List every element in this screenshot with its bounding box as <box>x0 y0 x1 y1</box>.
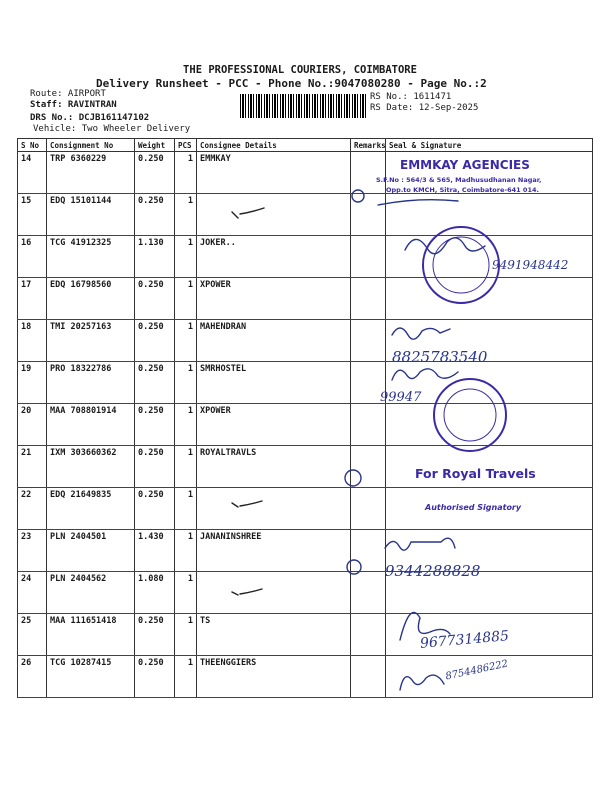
drs-number: DRS No.: DCJB161147102 <box>30 113 150 123</box>
cell-sno: 18 <box>18 320 47 362</box>
col-remarks: Remarks <box>351 139 386 152</box>
cell-weight: 1.430 <box>135 530 175 572</box>
cell-weight: 0.250 <box>135 194 175 236</box>
cell-pcs: 1 <box>175 152 197 194</box>
table-row <box>18 614 593 656</box>
cell-pcs: 1 <box>175 530 197 572</box>
table-row <box>18 194 593 236</box>
handwritten-phone-row18: 8825783540 <box>392 348 488 366</box>
cell-consignee: ROYALTRAVLS <box>197 446 351 488</box>
emmkay-stamp-address1: S.F.No : 564/3 & 565, Madhusudhanan Nagar, <box>376 176 542 184</box>
cell-sno: 26 <box>18 656 47 698</box>
table-row <box>18 530 593 572</box>
cell-consignment: TRP 6360229 <box>47 152 135 194</box>
cell-seal <box>386 320 593 362</box>
cell-pcs: 1 <box>175 194 197 236</box>
cell-weight: 0.250 <box>135 404 175 446</box>
cell-seal <box>386 572 593 614</box>
cell-weight: 0.250 <box>135 152 175 194</box>
cell-sno: 23 <box>18 530 47 572</box>
cell-sno: 15 <box>18 194 47 236</box>
table-row <box>18 362 593 404</box>
cell-pcs: 1 <box>175 446 197 488</box>
cell-remarks <box>351 362 386 404</box>
cell-pcs: 1 <box>175 320 197 362</box>
cell-consignee <box>197 488 351 530</box>
cell-consignee: XPOWER <box>197 404 351 446</box>
table-row <box>18 656 593 698</box>
table-row <box>18 404 593 446</box>
cell-consignment: IXM 303660362 <box>47 446 135 488</box>
cell-seal <box>386 530 593 572</box>
cell-consignee: EMMKAY <box>197 152 351 194</box>
staff-label: Staff: RAVINTRAN <box>30 100 117 110</box>
cell-consignment: TCG 41912325 <box>47 236 135 278</box>
cell-remarks <box>351 488 386 530</box>
cell-pcs: 1 <box>175 488 197 530</box>
cell-consignment: EDQ 15101144 <box>47 194 135 236</box>
cell-consignment: PRO 18322786 <box>47 362 135 404</box>
handwritten-phone-row26: 8754486222 <box>444 658 510 683</box>
cell-remarks <box>351 320 386 362</box>
cell-pcs: 1 <box>175 278 197 320</box>
cell-remarks <box>351 236 386 278</box>
handwritten-phone-row23: 9344288828 <box>385 562 481 580</box>
cell-seal <box>386 194 593 236</box>
table-row <box>18 488 593 530</box>
handwritten-phone-row25: 9677314885 <box>419 628 510 652</box>
cell-sno: 24 <box>18 572 47 614</box>
cell-seal <box>386 362 593 404</box>
company-title: THE PROFESSIONAL COURIERS, COIMBATORE <box>183 64 417 76</box>
cell-pcs: 1 <box>175 614 197 656</box>
cell-consignee <box>197 194 351 236</box>
table-row <box>18 152 593 194</box>
col-seal: Seal & Signature <box>386 139 593 152</box>
cell-sno: 25 <box>18 614 47 656</box>
table-row <box>18 320 593 362</box>
table-body <box>18 152 593 698</box>
cell-consignment: MAA 708801914 <box>47 404 135 446</box>
cell-consignment: PLN 2404501 <box>47 530 135 572</box>
col-pcs: PCS <box>175 139 197 152</box>
cell-remarks <box>351 614 386 656</box>
rs-number: RS No.: 1611471 <box>370 92 452 102</box>
cell-sno: 16 <box>18 236 47 278</box>
cell-consignee: XPOWER <box>197 278 351 320</box>
cell-weight: 0.250 <box>135 278 175 320</box>
cell-pcs: 1 <box>175 236 197 278</box>
handwritten-phone-row20: 99947 <box>380 390 422 405</box>
cell-sno: 14 <box>18 152 47 194</box>
cell-pcs: 1 <box>175 404 197 446</box>
cell-consignment: EDQ 21649835 <box>47 488 135 530</box>
cell-consignee: JOKER.. <box>197 236 351 278</box>
cell-weight: 0.250 <box>135 488 175 530</box>
cell-consignee: TS <box>197 614 351 656</box>
cell-remarks <box>351 278 386 320</box>
table-row <box>18 572 593 614</box>
cell-weight: 0.250 <box>135 656 175 698</box>
table-row <box>18 446 593 488</box>
cell-consignment: EDQ 16798560 <box>47 278 135 320</box>
cell-seal <box>386 236 593 278</box>
col-sno: S No <box>18 139 47 152</box>
barcode <box>240 94 366 118</box>
cell-remarks <box>351 152 386 194</box>
table-row <box>18 278 593 320</box>
cell-sno: 20 <box>18 404 47 446</box>
table-row <box>18 236 593 278</box>
cell-sno: 21 <box>18 446 47 488</box>
cell-pcs: 1 <box>175 656 197 698</box>
col-weight: Weight <box>135 139 175 152</box>
cell-consignment: PLN 2404562 <box>47 572 135 614</box>
cell-sno: 17 <box>18 278 47 320</box>
cell-pcs: 1 <box>175 362 197 404</box>
cell-consignee: MAHENDRAN <box>197 320 351 362</box>
cell-remarks <box>351 572 386 614</box>
cell-consignment: TCG 10287415 <box>47 656 135 698</box>
cell-seal <box>386 446 593 488</box>
cell-consignee <box>197 572 351 614</box>
vehicle-label: Vehicle: Two Wheeler Delivery <box>33 124 191 134</box>
royal-travels-stamp: For Royal Travels <box>415 466 536 481</box>
cell-seal <box>386 404 593 446</box>
cell-remarks <box>351 194 386 236</box>
cell-seal <box>386 488 593 530</box>
handwritten-phone-row16: 9491948442 <box>492 258 569 272</box>
cell-pcs: 1 <box>175 572 197 614</box>
cell-seal <box>386 152 593 194</box>
cell-consignee: SMRHOSTEL <box>197 362 351 404</box>
col-consignee: Consignee Details <box>197 139 351 152</box>
authorised-signatory-stamp: Authorised Signatory <box>425 503 522 512</box>
cell-sno: 19 <box>18 362 47 404</box>
cell-weight: 0.250 <box>135 446 175 488</box>
route-label: Route: AIRPORT <box>30 89 106 99</box>
cell-seal <box>386 614 593 656</box>
cell-remarks <box>351 446 386 488</box>
cell-consignee: JANANINSHREE <box>197 530 351 572</box>
cell-remarks <box>351 404 386 446</box>
emmkay-stamp-name: EMMKAY AGENCIES <box>400 158 530 172</box>
cell-sno: 22 <box>18 488 47 530</box>
emmkay-stamp-address2: Opp.to KMCH, Sitra, Coimbatore-641 014. <box>386 186 539 194</box>
cell-seal <box>386 278 593 320</box>
runsheet-subtitle: Delivery Runsheet - PCC - Phone No.:9047080280 - Page No.:2 <box>96 77 487 90</box>
col-consignment: Consignment No <box>47 139 135 152</box>
cell-weight: 1.130 <box>135 236 175 278</box>
cell-consignee: THEENGGIERS <box>197 656 351 698</box>
cell-remarks <box>351 530 386 572</box>
cell-weight: 0.250 <box>135 614 175 656</box>
cell-weight: 0.250 <box>135 362 175 404</box>
runsheet-table <box>17 138 593 698</box>
cell-remarks <box>351 656 386 698</box>
cell-weight: 0.250 <box>135 320 175 362</box>
cell-weight: 1.080 <box>135 572 175 614</box>
rs-date: RS Date: 12-Sep-2025 <box>370 103 479 113</box>
cell-consignment: MAA 111651418 <box>47 614 135 656</box>
cell-seal <box>386 656 593 698</box>
table-header <box>18 139 593 152</box>
cell-consignment: TMI 20257163 <box>47 320 135 362</box>
